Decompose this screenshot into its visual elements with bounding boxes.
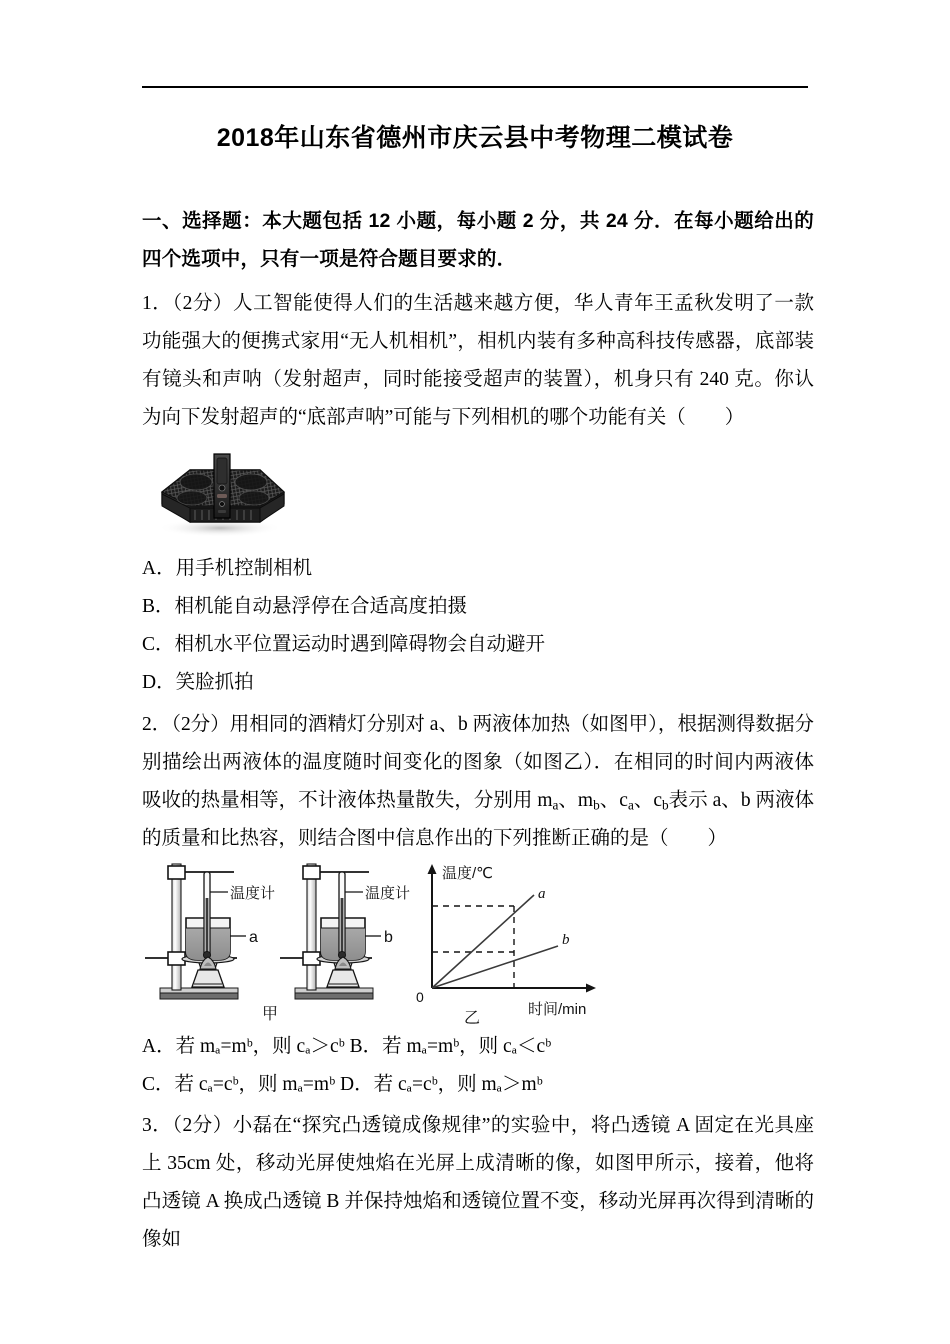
option-line-cd: C．若 cₐ=cᵇ，则 mₐ=mᵇ D．若 cₐ=cᵇ，则 mₐ＞mᵇ	[142, 1074, 543, 1095]
question-1-stem: 1．（2分）人工智能使得人们的生活越来越方便，华人青年王孟秋发明了一款功能强大的便携式家用“无人机相机”，相机内装有多种高科技传感器，底部装有镜头和声呐（发射超声，同时能接受超声的装置），机身只有 240 克。你认为向下发射超声的“底部声呐”可能与下列相机的哪个功能有关（ ）	[142, 293, 814, 428]
apparatus-caption: 甲	[261, 1006, 279, 1023]
beaker-label-b: b	[384, 929, 393, 946]
question-2-stem-part3: 、c	[599, 790, 628, 811]
option-b: B．相机能自动悬浮停在合适高度拍摄	[142, 596, 468, 617]
question-2-stem-part2: 、m	[558, 790, 594, 811]
graph-caption: 乙	[463, 1010, 481, 1024]
graph-y-label: 温度/℃	[442, 865, 494, 882]
section-heading: 一、选择题：本大题包括 12 小题，每小题 2 分，共 24 分．在每小题给出的四个选项中，只有一项是符合题目要求的．	[142, 210, 814, 270]
option-d: D．笑脸抓拍	[142, 672, 254, 693]
beaker-label-a: a	[249, 929, 258, 946]
option-c: C．相机水平位置运动时遇到障碍物会自动避开	[142, 634, 546, 655]
curve-b-label: b	[562, 932, 570, 948]
subscript-b-2: b	[662, 797, 669, 813]
question-2-stem-part4: 、c	[633, 790, 663, 811]
drone-camera-photo	[148, 440, 293, 540]
temperature-time-graph	[416, 864, 596, 1024]
question-2-stem-part1: 2．（2分）用相同的酒精灯分别对 a、b 两液体加热（如图甲），根据测得数据分别描绘出两液体的温度随时间变化的图象（如图乙）．在相同的时间内两液体吸收的热量相等，不计液体热量散失，分别用 m	[142, 714, 814, 811]
option-line-ab: A．若 mₐ=mᵇ，则 cₐ＞cᵇ B．若 mₐ=mᵇ，则 cₐ＜cᵇ	[142, 1036, 552, 1057]
question-2-stem-part5: 表示 a、b 两液体的质量和比热容，则结合图中信息作出的下列推断正确的是（ ）	[142, 790, 815, 849]
subscript-b-1: b	[593, 797, 600, 813]
thermometer-label-b: 温度计	[365, 885, 411, 902]
question-1-options	[142, 550, 814, 702]
apparatus-b	[280, 864, 410, 999]
graph-origin-label: 0	[416, 989, 424, 1005]
question-2-stem	[142, 706, 814, 858]
thermometer-label-a: 温度计	[230, 885, 276, 902]
curve-a-label: a	[538, 886, 546, 902]
option-a: A．用手机控制相机	[142, 558, 313, 579]
question-2-options	[142, 1028, 814, 1104]
header-divider	[142, 86, 808, 88]
page-title: 2018年山东省德州市庆云县中考物理二模试卷	[216, 124, 734, 152]
subscript-a-1: a	[552, 797, 559, 813]
apparatus-a	[145, 864, 275, 999]
question-3-stem: 3．（2分）小磊在“探究凸透镜成像规律”的实验中，将凸透镜 A 固定在光具座上 35cm 处，移动光屏使烛焰在光屏上成清晰的像，如图甲所示，接着，他将凸透镜 A 换成凸透镜 B 并保持烛焰和透镜位置不变，移动光屏再次得到清晰的像如	[142, 1115, 814, 1250]
subscript-a-2: a	[627, 797, 634, 813]
question-2-figure	[142, 856, 662, 1024]
graph-x-label: 时间/min	[528, 1001, 587, 1018]
